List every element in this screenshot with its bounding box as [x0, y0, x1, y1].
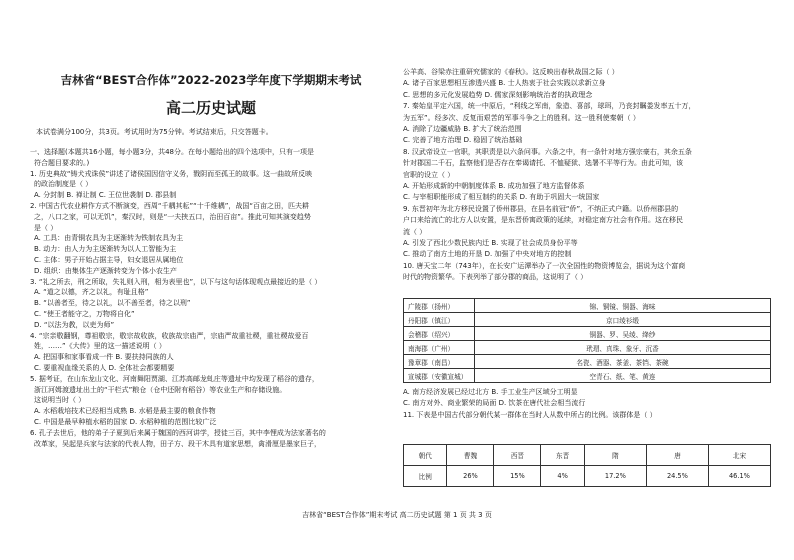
ratio-value-cell: 比例: [404, 466, 447, 487]
region-cell: 豫章郡（南昌）: [404, 355, 475, 369]
goods-cell: 京口绫衫缎: [475, 313, 771, 327]
ratio-table-row: [404, 466, 771, 487]
goods-cell: 空青石、纸、笔、黄连: [475, 369, 771, 383]
question-line: 7. 秦始皇平定六国，统一中原后，“利线之军南，象造、喜部，球珥，乃丧封瞩娄发率五十万，: [403, 102, 696, 111]
goods-cell: 名瓷、酒器、茶釜、茶铛、茶碗: [475, 355, 771, 369]
ratio-value-cell: 24.5%: [646, 466, 708, 487]
region-cell: 南海郡（广州）: [404, 341, 475, 355]
goods-cell: 玳瑁、真珠、象牙、沉香: [475, 341, 771, 355]
question-line: B. 动力：由人力为主逐渐转为以人工智能为主: [34, 245, 177, 254]
commodity-table: [403, 298, 771, 383]
question-line: 改革家，吴起是兵家与法家的代表人物，田子方、段干木具有道家思想，禽滑厘是墨家巨子，: [34, 439, 321, 448]
ratio-table: [403, 444, 771, 487]
question-line: C. 主体：男子开始占据主导，妇女退居从属地位: [34, 256, 184, 264]
question-line: A. 分封制 B. 禅让制 C. 王位世袭制 D. 郡县制: [34, 191, 177, 200]
question-line: 官职的设立（ ）: [403, 170, 455, 179]
question-line: 流（ ）: [403, 227, 427, 236]
question-line: A. 诸子百家思想相互渗透兴盛 B. 士人热衷于社会实践以求新立身: [403, 79, 606, 88]
region-cell: 宣城郡（安徽宣城）: [404, 369, 475, 383]
exam-note: 本试卷满分100分，共3页。考试用时为75分钟。考试结束后，只交答题卡。: [36, 128, 273, 136]
ratio-header-cell: 唐: [646, 445, 708, 466]
question-line: A. 水稻栽培技术已经相当成熟 B. 水稻是最主要的粮食作物: [34, 407, 216, 416]
question-line: 符合题目要求的。): [34, 158, 90, 167]
question-line: C. 要重视血缘关系的人 D. 全体社会都要精要: [34, 364, 175, 372]
ratio-header-cell: 东晋: [541, 445, 584, 466]
question-line: A. 工具：由青铜农具为主逐渐转为铁制农具为主: [34, 234, 184, 243]
question-line: 这说明当时（ ）: [34, 396, 86, 405]
question-line: 8. 汉武帝设立一官职，其职责是以六条问事。六条之中，有一条针对地方强宗豪右，其余五条: [403, 147, 692, 156]
question-line: C. 与宰相职能形成了相互制约的关系 D. 有助于巩固大一统国家: [403, 193, 600, 202]
question-line: C. 思想的多元化发展趋势 D. 儒家深刻影响统治者的执政理念: [403, 90, 593, 99]
question-line: A. 南方经济发展已经过北方 B. 手工业生产区域分工明显: [403, 388, 578, 396]
commodity-row: [404, 369, 771, 383]
question-line: 一、选择题(本题共16小题，每小题3分，共48分。在每小题给出的四个选项中，只有一项是: [30, 148, 314, 156]
question-line: 9. 东晋初年为北方移民设置了侨州郡县，在县名前冠“侨”，不纳正式户籍。以侨州郡县的: [403, 204, 679, 213]
question-line: D. “以法为教，以吏为师”: [34, 320, 115, 329]
question-line: 户口来给流亡的北方人以安置，是东晋侨寓政策的延续，对稳定南方社会有作用。这在移民: [403, 216, 683, 225]
question-line: 1. 历史典故“铸犬戎诛侯”讲述了诸侯国因信守义务，戮阴而至孤王的故事。这一曲故所反映: [30, 169, 313, 178]
question-line: 4. “宗亲敬翻钢，尊祖敬宗，敬宗故收族，收族故宗庙严，宗庙严故重社稷，重社稷故爱百: [30, 331, 309, 340]
question-line: 针对郡国二千石，监察他们是否存在奉谒请托、不恤疑狱、选署不平等行为。由此可知，该: [403, 159, 683, 168]
question-line: 时代的物资繁华。下表列举了部分郡的商品，这说明了（ ）: [403, 273, 588, 282]
ratio-value-cell: 15%: [494, 466, 541, 487]
question-line: 6. 孔子去世后，他的弟子子夏到后来属于魏国的西河讲学，授徒三百，其中李悝成为法家著名的: [30, 428, 326, 437]
question-line: 5. 据考证，在山东龙山文化、河南舞阳贾湖、江苏高邮龙虬庄等遗址中均发现了稻谷的遗存，: [30, 374, 319, 383]
question-line: 2. 中国古代农业耕作方式不断演变，西周“千耦其耘”“十千维耦”，战国“百亩之田，匹夫耕: [30, 202, 310, 210]
question-line: 11. 下表是中国古代部分朝代某一群体在当时人从数中所占的比例。该群体是（ ）: [403, 410, 657, 419]
question-line: C. 推动了南方土地的开垦 D. 加强了中央对地方的控制: [403, 250, 572, 259]
ratio-table-header: [404, 445, 771, 466]
goods-cell: 锦、铜镜、铜器、海味: [475, 299, 771, 313]
question-line: 是（ ）: [34, 223, 58, 232]
commodity-row: [404, 355, 771, 369]
question-line: B. “以善者至，待之以礼，以不善至者，待之以刑”: [34, 299, 191, 308]
ratio-value-cell: 17.2%: [584, 466, 646, 487]
question-line: 之，八口之家，可以无饥”，秦汉时，则是“一夫挟五口，治田百亩”。推此可知其演变趋势: [34, 212, 311, 221]
question-line: 姓，……”《大传》里的这一描述说明（ ）: [34, 342, 166, 351]
region-cell: 会稽郡（绍兴）: [404, 327, 475, 341]
question-line: 为五军”。经多次、反复而艰苦的军事斗争之上的胜利。这一胜利使秦朝（ ）: [403, 113, 640, 122]
commodity-row: [404, 313, 771, 327]
question-line: A. 开始形成新的中朝制度体系 B. 成功加强了地方监督体系: [403, 182, 585, 190]
ratio-header-cell: 隋: [584, 445, 646, 466]
ratio-header-cell: 北宋: [708, 445, 770, 466]
ratio-value-cell: 4%: [541, 466, 584, 487]
question-line: C. 中国是最早种植水稻的国家 D. 水稻种植的范围比较广泛: [34, 418, 217, 426]
question-line: C. 南方对外、商业繁荣的局面 D. 饮茶在唐代社会相当流行: [403, 399, 586, 408]
ratio-value-cell: 26%: [447, 466, 494, 487]
question-line: C. “使王者能守之，万物将自化”: [34, 310, 135, 318]
question-line: 的政治制度是（ ）: [34, 180, 93, 189]
page-footer: 吉林省“BEST合作体”期末考试 高二历史试题 第 1 页 共 3 页: [302, 511, 492, 519]
question-line: D. 组织：由集体生产逐渐转变为个体小农生产: [34, 266, 177, 275]
ratio-header-cell: 曹魏: [447, 445, 494, 466]
question-line: A. 引发了西北少数民族内迁 B. 实现了社会成员身份平等: [403, 239, 578, 247]
question-line: A. “道之以德，齐之以礼，有耻且格”: [34, 288, 149, 297]
region-cell: 丹阳郡（镇江）: [404, 313, 475, 327]
commodity-row: [404, 341, 771, 355]
question-line: A. 消除了边疆威胁 B. 扩大了统治范围: [403, 125, 522, 133]
question-line: 10. 唐天宝二年（743年），在长安广运潭举办了一次全国性的物资博览会，据说为这个富商: [403, 261, 686, 270]
question-line: 公羊高、谷梁赤注重研究儒家的《春秋》。这反映出春秋战国之际（ ）: [403, 68, 619, 76]
question-line: 3. “礼之所去，刑之所取，失礼则入刑，相为表里也”，以下与这句话体现观点最接近的是（ ）: [30, 277, 322, 286]
exam-title: 吉林省“BEST合作体”2022-2023学年度下学期期末考试: [60, 73, 362, 87]
commodity-row: [404, 327, 771, 341]
subject-title: 高二历史试题: [165, 99, 256, 117]
region-cell: 广陵郡（扬州）: [404, 299, 475, 313]
ratio-header-cell: 朝代: [404, 445, 447, 466]
question-line: C. 完善了地方治理 D. 稳固了统治基础: [403, 136, 523, 145]
question-line: 浙江河姆渡遗址出土的“干栏式”粮仓（仓中还附有稻谷）等农业生产和存储设施。: [34, 385, 287, 394]
goods-cell: 铜器、罗、吴绫、绛纱: [475, 327, 771, 341]
question-line: A. 把国事和家事看成一件 B. 要扶持同族的人: [34, 353, 174, 362]
ratio-header-cell: 西晋: [494, 445, 541, 466]
ratio-value-cell: 46.1%: [708, 466, 770, 487]
commodity-row: [404, 299, 771, 313]
